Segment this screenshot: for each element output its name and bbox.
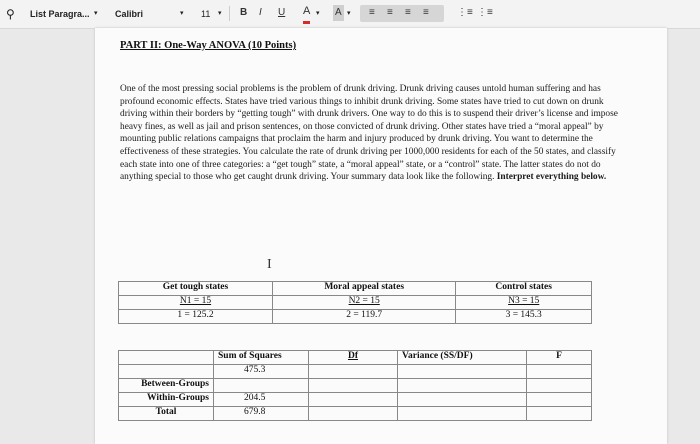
chevron-down-icon[interactable]: ▾ xyxy=(316,10,320,17)
font-color-button[interactable]: A xyxy=(303,5,310,24)
sample-size: N1 = 15 xyxy=(179,296,212,306)
italic-button[interactable]: I xyxy=(259,7,262,18)
table-cell[interactable] xyxy=(527,407,592,421)
row-label: Total xyxy=(119,407,214,421)
table-cell[interactable] xyxy=(456,296,592,310)
table-cell[interactable] xyxy=(398,365,527,379)
table-header: Df xyxy=(309,351,398,365)
table-header: Moral appeal states xyxy=(272,282,455,296)
bulleted-list-icon[interactable]: ⋮≡ xyxy=(457,7,473,18)
table-cell[interactable]: 204.5 xyxy=(214,393,309,407)
table-cell[interactable]: 3 = 145.3 xyxy=(456,310,592,324)
table-cell[interactable] xyxy=(309,379,398,393)
table-cell[interactable] xyxy=(214,379,309,393)
table-header: Control states xyxy=(456,282,592,296)
align-left-icon[interactable]: ≡ xyxy=(369,7,375,18)
table-cell[interactable] xyxy=(309,407,398,421)
table-header: Sum of Squares xyxy=(214,351,309,365)
underline-button[interactable]: U xyxy=(278,7,286,18)
table-cell[interactable] xyxy=(527,365,592,379)
formatting-toolbar xyxy=(0,0,700,29)
row-label: Within-Groups xyxy=(119,393,214,407)
table-header: Variance (SS/DF) xyxy=(398,351,527,365)
bold-button[interactable]: B xyxy=(240,7,248,18)
row-label: Between-Groups xyxy=(119,379,214,393)
table-cell[interactable] xyxy=(272,296,455,310)
font-size-dropdown[interactable]: 11 xyxy=(201,9,211,19)
instruction-text: Interpret everything below. xyxy=(496,172,607,183)
table-cell[interactable] xyxy=(398,407,527,421)
separator xyxy=(229,6,230,21)
chevron-down-icon[interactable]: ▾ xyxy=(347,10,351,17)
align-right-icon[interactable]: ≡ xyxy=(405,7,411,18)
magnifier-icon[interactable]: ⚲ xyxy=(6,7,15,21)
text-cursor-icon: I xyxy=(267,257,272,272)
document-page[interactable] xyxy=(95,28,667,444)
table-cell[interactable] xyxy=(309,365,398,379)
highlight-button[interactable]: A xyxy=(333,5,344,21)
table-cell[interactable]: 2 = 119.7 xyxy=(272,310,455,324)
table-cell[interactable]: 475.3 xyxy=(214,365,309,379)
table-cell[interactable] xyxy=(309,393,398,407)
section-title: PART II: One-Way ANOVA (10 Points) xyxy=(120,40,297,51)
font-dropdown[interactable]: Calibri xyxy=(115,9,144,19)
table-cell[interactable] xyxy=(398,379,527,393)
table-cell[interactable] xyxy=(119,296,273,310)
align-center-icon[interactable]: ≡ xyxy=(387,7,393,18)
table-cell[interactable]: 1 = 125.2 xyxy=(119,310,273,324)
sample-size: N2 = 15 xyxy=(348,296,380,306)
numbered-list-icon[interactable]: ⋮≡ xyxy=(477,7,493,18)
sample-size: N3 = 15 xyxy=(508,296,540,306)
table-header: Get tough states xyxy=(119,282,273,296)
table-cell[interactable] xyxy=(527,379,592,393)
align-justify-icon[interactable]: ≡ xyxy=(423,7,429,18)
chevron-down-icon[interactable]: ▾ xyxy=(180,10,184,17)
problem-paragraph xyxy=(120,83,620,184)
table-header: F xyxy=(527,351,592,365)
style-dropdown[interactable]: List Paragra... xyxy=(30,9,90,19)
table-header xyxy=(119,351,214,365)
chevron-down-icon[interactable]: ▾ xyxy=(94,10,98,17)
table-cell[interactable] xyxy=(527,393,592,407)
table-cell[interactable]: 679.8 xyxy=(214,407,309,421)
chevron-down-icon[interactable]: ▾ xyxy=(218,10,222,17)
group-summary-table xyxy=(118,281,592,324)
paragraph-text: One of the most pressing social problems is the problem of drunk driving. Drunk driving causes untold human suffering and has profound economic effects. States have tried various things to inhibit drunk driving. Some states have tried to cut down on drunk driving within their borders by “getting tough” with drunk drivers. One way to do this is to suspend their driver’s license and impose heavy fines, as well as jail and prison sentences, on those convicted of drunk driving. Other states have tried a “moral appeal” by mounting public relations campaigns that proclaim the harm and injury produced by drunk driving. You want to determine the effectiveness of these strategies. You calculate the rate of drunk driving per 1000,000 residents for each of the 50 states, and classify each state into one of three categories: a “get tough” state, a “moral appeal” state, or a “control” state. The latter states do not do anything special to those who get caught drunk driving. Your summary data look like the following. xyxy=(120,84,618,183)
anova-table xyxy=(118,350,592,421)
row-label xyxy=(119,365,214,379)
table-cell[interactable] xyxy=(398,393,527,407)
